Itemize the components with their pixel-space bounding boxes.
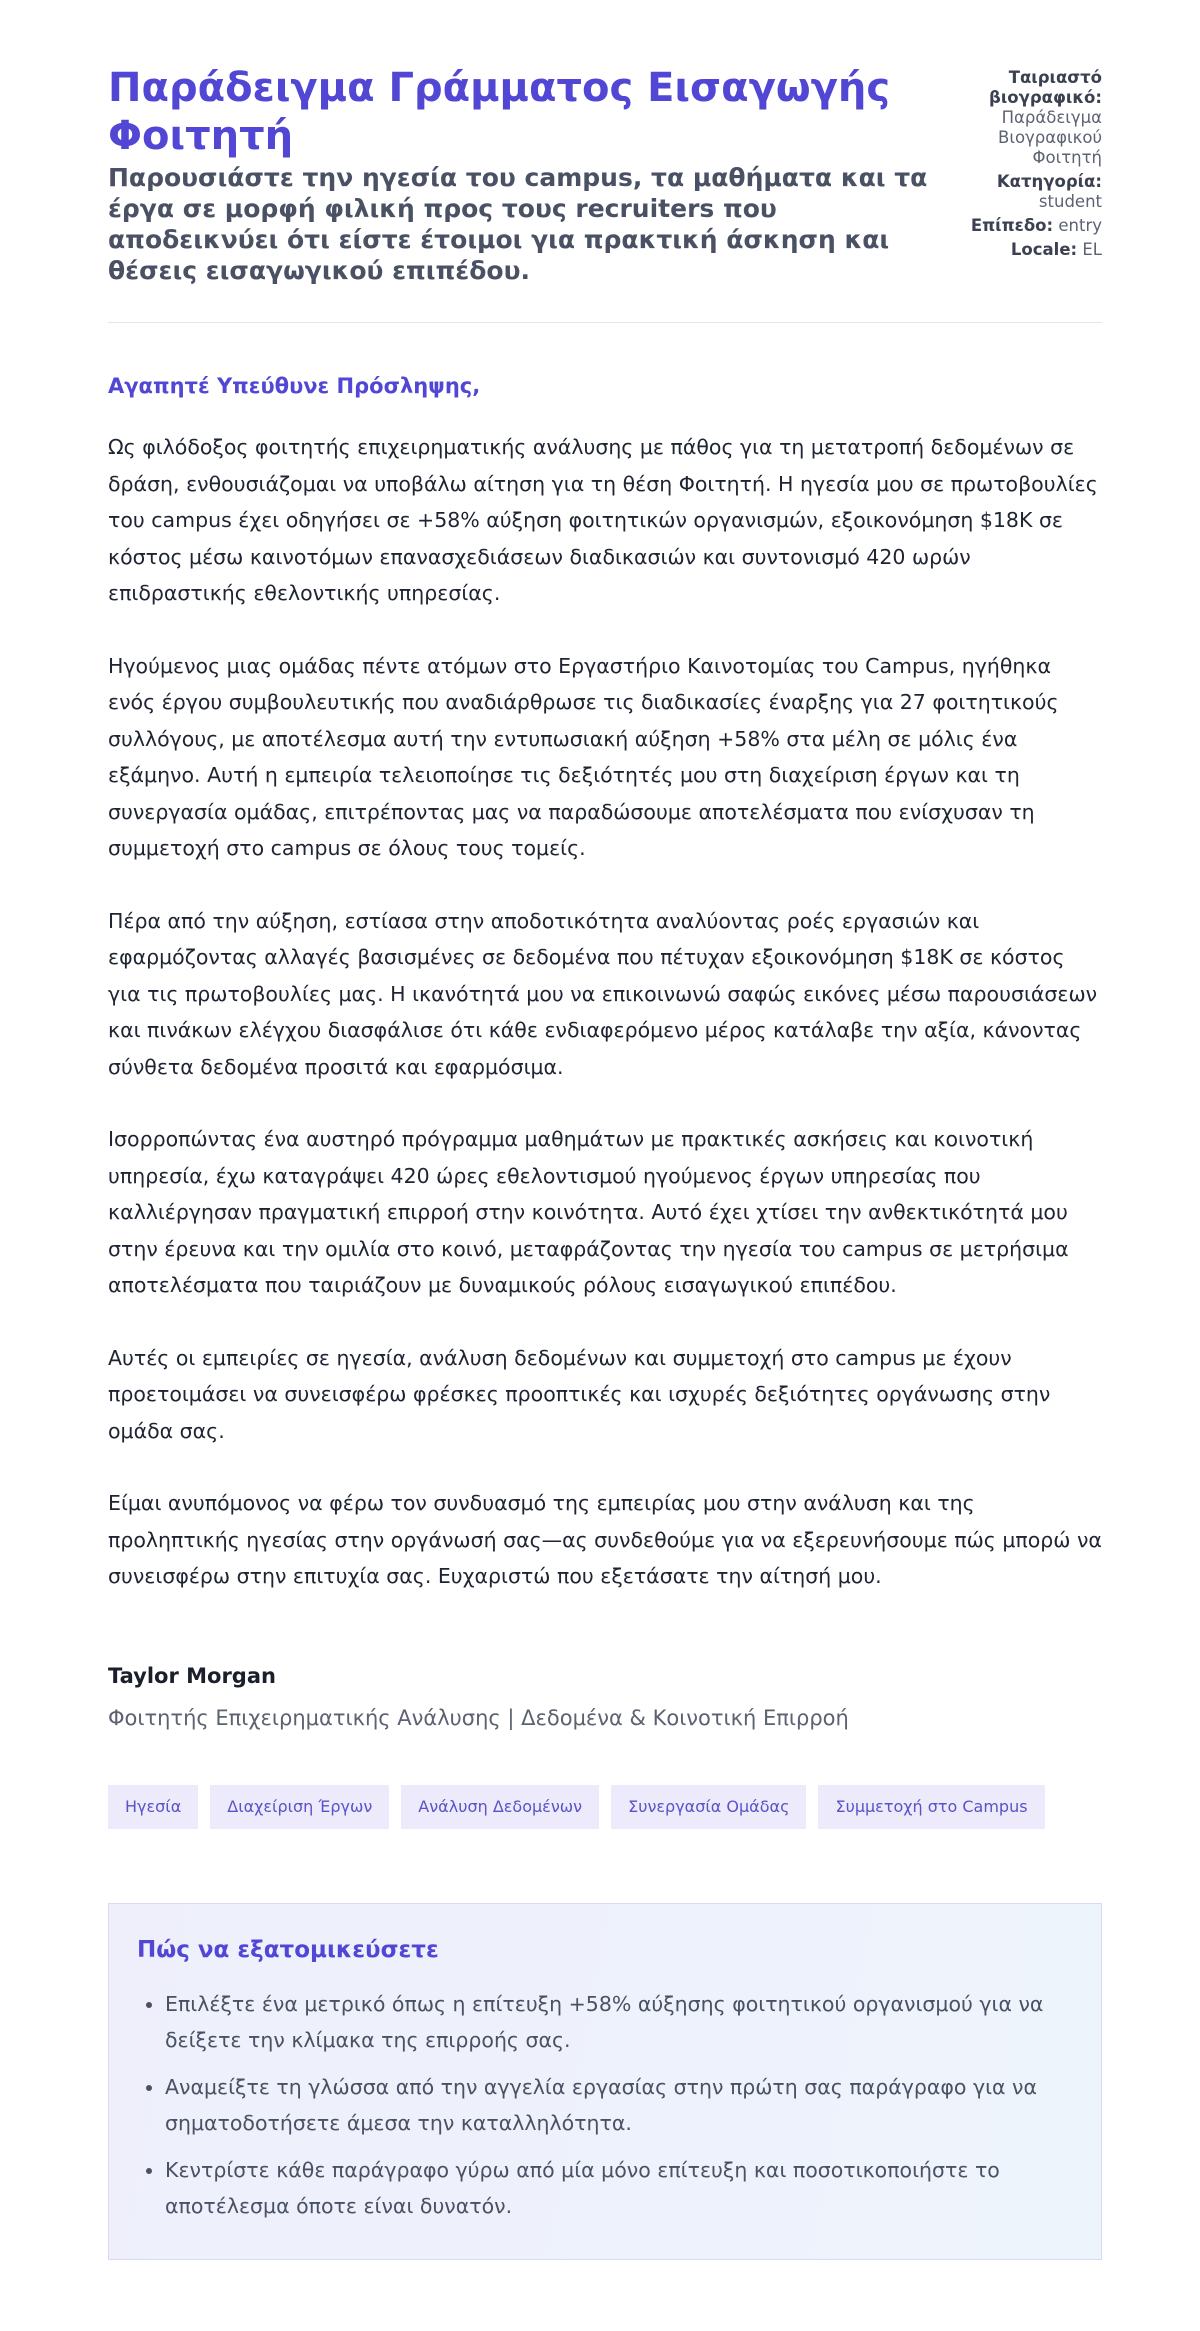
skill-tags <box>108 1785 1102 1829</box>
meta-level-value: entry <box>1058 216 1102 235</box>
signature-title: Φοιτητής Επιχειρηματικής Ανάλυσης | Δεδομένα & Κοινοτική Επιρροή <box>108 1705 849 1730</box>
customize-tips-box <box>108 1903 1102 2260</box>
tips-list <box>137 1986 1073 2225</box>
cover-letter-page <box>108 64 1102 2260</box>
letter-paragraph: Ως φιλόδοξος φοιτητής επιχειρηματικής ανάλυσης με πάθος για τη μετατροπή δεδομένων σε δράση, ενθουσιάζομαι να υποβάλω αίτηση για τη θέση Φοιτητή. Η ηγεσία μου σε πρωτοβουλίες του campus έχει οδηγήσει σε +58% αύξηση φοιτητικών οργανισμών, εξοικονόμηση $18K σε κόστος μέσω καινοτόμων επανασχεδιάσεων διαδικασιών και συντονισμό 420 ωρών επιδραστικής εθελοντικής υπηρεσίας. <box>108 435 1098 605</box>
tips-list-item: • Κεντρίστε κάθε παράγραφο γύρω από μία μόνο επίτευξη και ποσοτικοποιήστε το αποτέλεσμα όποτε είναι δυνατόν. <box>165 2152 1073 2225</box>
letter-paragraph: Ηγούμενος μιας ομάδας πέντε ατόμων στο Εργαστήριο Καινοτομίας του Campus, ηγήθηκα ενός έργου συμβουλευτικής που αναδιάρθρωσε τις διαδικασίες έναρξης για 27 φοιτητικούς συλλόγους, με αποτέλεσμα αυτή την εντυπωσιακή αύξηση +58% στα μέλη σε μόλις ένα εξάμηνο. Αυτή η εμπειρία τελειοποίησε τις δεξιότητές μου στη διαχείριση έργων και τη συνεργασία ομάδας, επιτρέποντας μας να παραδώσουμε αποτελέσματα που ενίσχυσαν τη συμμετοχή στο campus σε όλους τους τομείς. <box>108 653 1059 860</box>
meta-level-label: Επίπεδο: <box>970 216 1054 235</box>
page-header <box>108 64 1102 323</box>
signature-block <box>108 1661 1102 1733</box>
tips-list-item: • Επιλέξτε ένα μετρικό όπως η επίτευξη +58% αύξησης φοιτητικού οργανισμού για να δείξετε την κλίμακα της επιρροής σας. <box>165 1986 1073 2059</box>
skill-tag: Ανάλυση Δεδομένων <box>401 1785 599 1829</box>
meta-panel <box>942 64 1102 264</box>
meta-locale <box>942 240 1102 260</box>
page-subtitle: Παρουσιάστε την ηγεσία του campus, τα μαθήματα και τα έργα σε μορφή φιλική προς τους recruiters που αποδεικνύει ότι είστε έτοιμοι για πρακτική άσκηση και θέσεις εισαγωγικού επιπέδου. <box>108 163 928 285</box>
meta-category <box>942 172 1102 212</box>
skill-tag: Συνεργασία Ομάδας <box>611 1785 806 1829</box>
meta-profile-label: Ταιριαστό βιογραφικό: <box>989 68 1102 107</box>
meta-category-label: Κατηγορία: <box>996 172 1102 191</box>
meta-locale-label: Locale: <box>1010 240 1078 259</box>
page-title: Παράδειγμα Γράμματος Εισαγωγής Φοιτητή <box>108 65 891 159</box>
letter-paragraph: Ισορροπώντας ένα αυστηρό πρόγραμμα μαθημάτων με πρακτικές ασκήσεις και κοινοτική υπηρεσία, έχω καταγράψει 420 ώρες εθελοντισμού ηγούμενος έργων υπηρεσίας που καλλιέργησαν πραγματική επιρροή στην κοινότητα. Αυτό έχει χτίσει την ανθεκτικότητά μου στην έρευνα και την ομιλία στο κοινό, μεταφράζοντας την ηγεσία του campus σε μετρήσιμα αποτελέσματα που ταιριάζουν με δυναμικούς ρόλους εισαγωγικού επιπέδου. <box>108 1127 1069 1297</box>
tips-list-item: • Αναμείξτε τη γλώσσα από την αγγελία εργασίας στην πρώτη σας παράγραφο για να σηματοδοτήσετε άμεσα την καταλληλότητα. <box>165 2069 1073 2142</box>
letter-paragraph: Είμαι ανυπόμονος να φέρω τον συνδυασμό της εμπειρίας μου στην ανάλυση και της προληπτικής ηγεσίας στην οργάνωσή σας—ας συνδεθούμε για να εξερευνήσουμε πώς μπορώ να συνεισφέρω στην επιτυχία σας. Ευχαριστώ που εξετάσατε την αίτησή μου. <box>108 1491 1102 1588</box>
signature-name: Taylor Morgan <box>108 1663 276 1688</box>
tips-title: Πώς να εξατομικεύσετε <box>137 1936 439 1963</box>
letter-paragraph: Αυτές οι εμπειρίες σε ηγεσία, ανάλυση δεδομένων και συμμετοχή στο campus με έχουν προετοιμάσει να συνεισφέρω φρέσκες προοπτικές και ισχυρές δεξιότητες οργάνωσης στην ομάδα σας. <box>108 1345 1051 1443</box>
meta-level <box>942 216 1102 236</box>
meta-profile <box>942 68 1102 168</box>
skill-tag: Διαχείριση Έργων <box>210 1785 389 1829</box>
meta-locale-value: EL <box>1082 240 1102 259</box>
meta-category-value: student <box>1038 192 1102 211</box>
header-titles <box>108 64 928 286</box>
skill-tag: Συμμετοχή στο Campus <box>818 1785 1044 1829</box>
letter-greeting: Αγαπητέ Υπεύθυνε Πρόσληψης, <box>108 374 481 398</box>
skill-tag: Ηγεσία <box>108 1785 198 1829</box>
meta-profile-value: Παράδειγμα Βιογραφικού Φοιτητή <box>998 108 1102 167</box>
letter-paragraph: Πέρα από την αύξηση, εστίασα στην αποδοτικότητα αναλύοντας ροές εργασιών και εφαρμόζοντας αλλαγές βασισμένες σε δεδομένα που πέτυχαν εξοικονόμηση $18K σε κόστος για τις πρωτοβουλίες μας. Η ικανότητά μου να επικοινωνώ σαφώς εικόνες μέσω παρουσιάσεων και πινάκων ελέγχου διασφάλισε ότι κάθε ενδιαφερόμενο μέρος κατάλαβε την αξία, κάνοντας σύνθετα δεδομένα προσιτά και εφαρμόσιμα. <box>108 908 1098 1079</box>
letter-body <box>108 371 1102 1595</box>
